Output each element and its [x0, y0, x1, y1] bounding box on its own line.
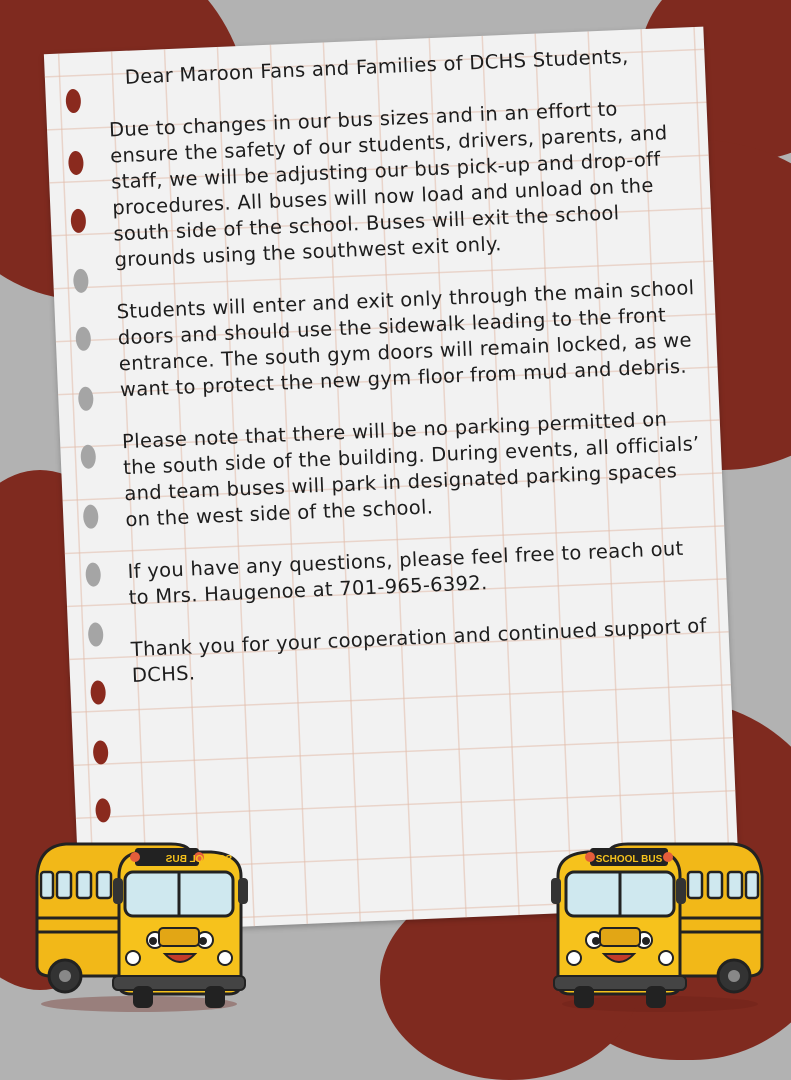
binder-hole [73, 269, 89, 294]
binder-hole [90, 680, 106, 705]
binder-hole [78, 386, 94, 411]
binder-hole [95, 798, 111, 823]
binder-hole [70, 209, 86, 234]
binder-hole [85, 562, 101, 587]
letter-paragraph-parking: Please note that there will be no parking permitted on the south side of the building. During events, all officials’ and team buses will park in designated parking spaces on the west side of the school. [121, 407, 700, 532]
bus-sign-left: SCHOOL BUS [165, 854, 233, 865]
letter-paragraph-student-entry: Students will enter and exit only through the main school doors and should use the sidewalk leading to the front entrance. The south gym doors will remain locked, as we want to protect the new gym floor from mud and debris. [116, 276, 695, 402]
binder-hole [68, 151, 84, 176]
binder-hole [93, 740, 109, 765]
school-bus-illustration-right [548, 836, 773, 1016]
notebook-paper [44, 27, 740, 934]
bus-sign-right: SCHOOL BUS [595, 854, 663, 865]
letter-greeting: Dear Maroon Fans and Families of DCHS Students, [124, 44, 629, 89]
binder-hole [75, 326, 91, 351]
school-bus-illustration-left [26, 836, 251, 1016]
binder-hole [65, 89, 81, 114]
binder-hole [80, 444, 96, 469]
letter-paragraph-bus-procedures: Due to changes in our bus sizes and in an effort to ensure the safety of our students, drivers, parents, and staff, we will be adjusting our bus pick-up and drop-off procedures. All buses will now load and unload on the south side of the school. Buses will exit the school grounds using the southwest exit only. [108, 97, 668, 272]
binder-hole [88, 622, 104, 647]
letter-paragraph-contact: If you have any questions, please feel free to reach out to Mrs. Haugenoe at 701-965-6392. [127, 536, 684, 610]
binder-hole [83, 504, 99, 529]
letter-paragraph-thanks: Thank you for your cooperation and continued support of DCHS. [130, 613, 708, 688]
letter-body [106, 41, 713, 715]
